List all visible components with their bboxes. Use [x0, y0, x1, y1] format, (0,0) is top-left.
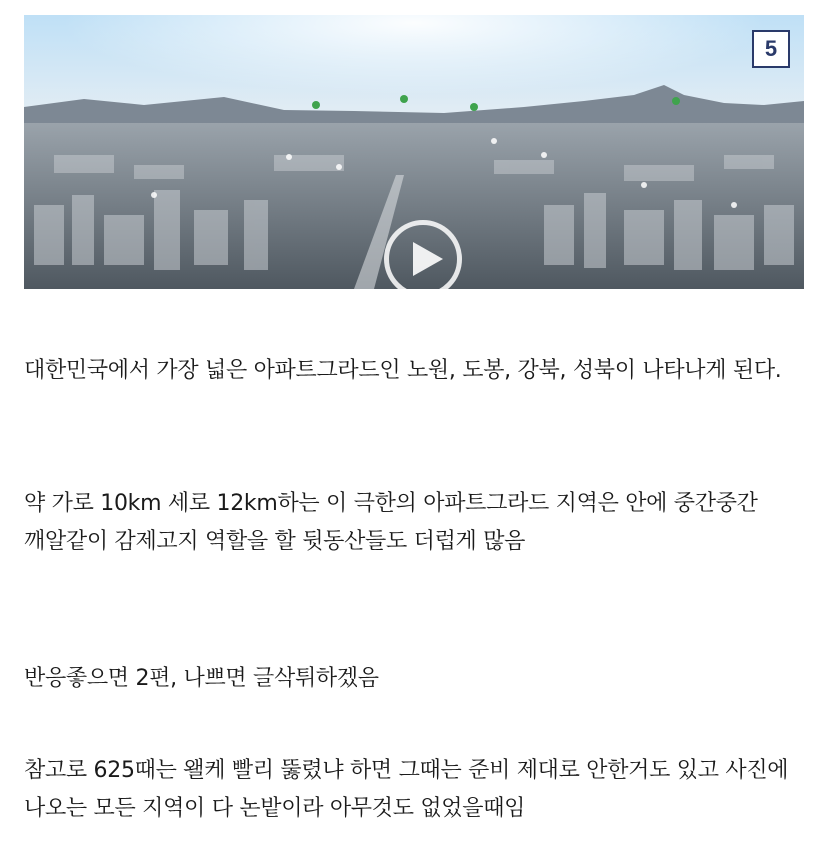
paragraph-next-part: 반응좋으면 2편, 나쁘면 글삭튀하겠음: [24, 666, 379, 691]
play-icon[interactable]: [384, 220, 462, 289]
paragraph-intro: 대한민국에서 가장 넓은 아파트그라드인 노원, 도봉, 강북, 성북이 나타나게 된다.: [24, 358, 782, 383]
aerial-city-video-thumbnail[interactable]: [24, 15, 804, 289]
paragraph-area-description: 약 가로 10km 세로 12km하는 이 극한의 아파트그라드 지역은 안에 중간중간 깨알같이 감제고지 역할을 할 뒷동산들도 더럽게 많음: [24, 491, 758, 554]
paragraph-history-note: 참고로 625때는 왤케 빨리 뚫렸냐 하면 그때는 준비 제대로 안한거도 있고 사진에 나오는 모든 지역이 다 논밭이라 아무것도 없었을때임: [24, 758, 789, 821]
image-number-badge: 5: [752, 30, 790, 68]
